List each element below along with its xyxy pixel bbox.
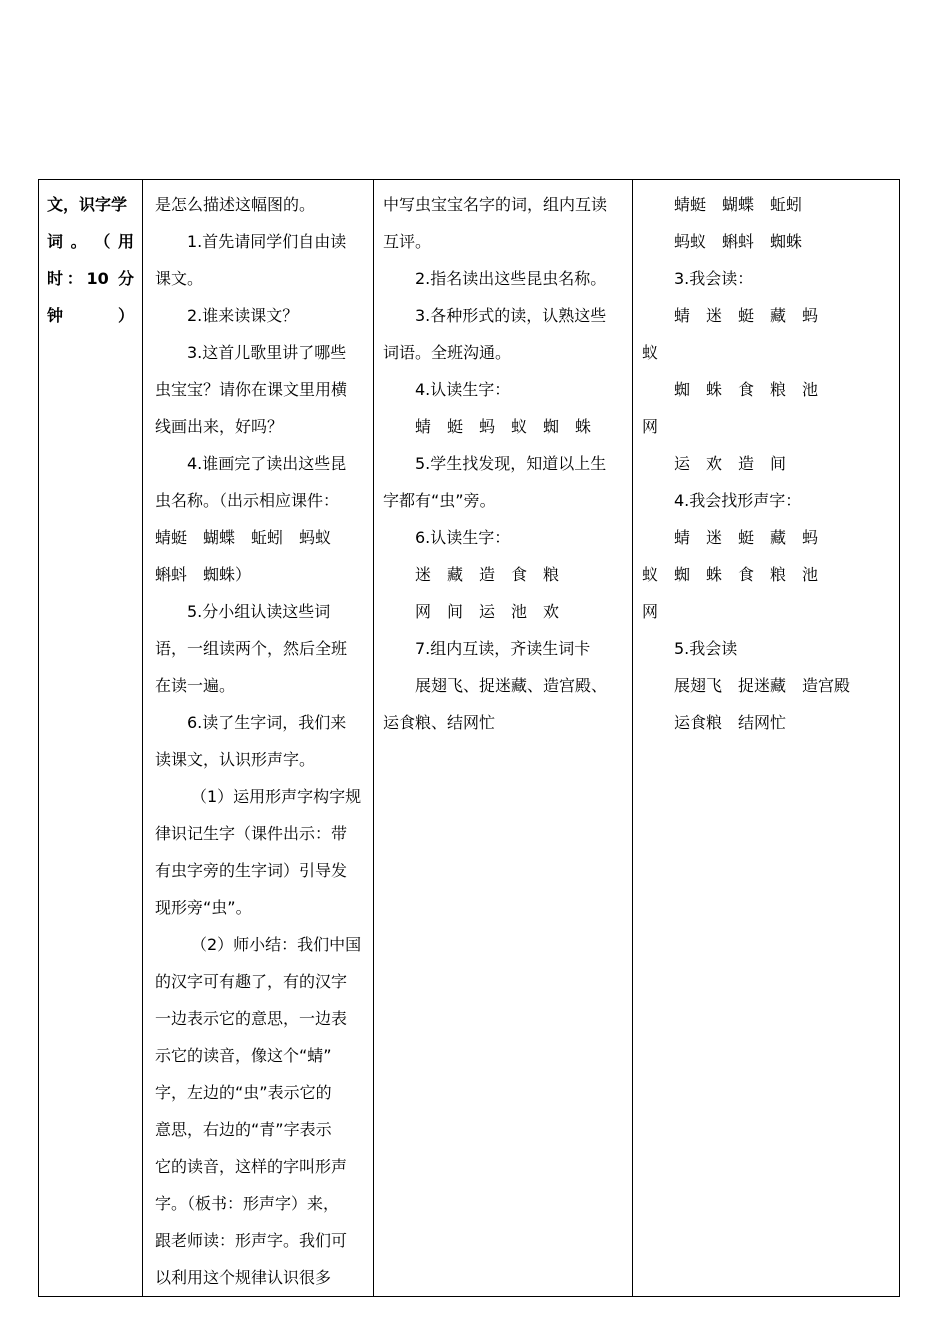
teacher-line: 课文。 xyxy=(155,269,204,288)
teacher-line: 在读一遍。 xyxy=(155,676,236,695)
student-activity-cell xyxy=(374,180,633,1297)
student-line: 7.组内互读，齐读生词卡 xyxy=(415,639,591,658)
student-line: 3.各种形式的读，认熟这些 xyxy=(415,306,607,325)
student-line: 6.认读生字： xyxy=(415,528,511,547)
board-line: 4.我会找形声字： xyxy=(674,491,802,510)
teacher-line: 语，一组读两个，然后全班 xyxy=(155,639,348,658)
teacher-line: 的汉字可有趣了，有的汉字 xyxy=(155,972,348,991)
teacher-line: 示它的读音，像这个“蜻” xyxy=(155,1046,332,1065)
teacher-line: 律识记生字（课件出示：带 xyxy=(155,824,348,843)
student-line: 展翅飞、捉迷藏、造宫殿、 xyxy=(415,676,608,695)
board-line: 3.我会读： xyxy=(674,269,754,288)
board-design-cell xyxy=(633,180,900,1297)
teacher-line: 以利用这个规律认识很多 xyxy=(155,1268,332,1287)
board-line: 蜻 迷 蜓 藏 蚂 xyxy=(674,528,819,547)
student-line: 迷 藏 造 食 粮 xyxy=(415,565,560,584)
board-line: 蜻蜓 蝴蝶 蚯蚓 xyxy=(674,195,803,214)
board-line: 蜻 迷 蜓 藏 蚂 xyxy=(674,306,819,325)
board-line: 运 欢 造 间 xyxy=(674,454,787,473)
teacher-line: 线画出来，好吗？ xyxy=(155,417,284,436)
student-line: 5.学生找发现，知道以上生 xyxy=(415,454,607,473)
stage-line-1: 文，识字学 xyxy=(47,195,128,214)
teacher-line: 跟老师读：形声字。我们可 xyxy=(155,1231,348,1250)
stage-cell xyxy=(39,180,143,1297)
stage-line-2: 词 。 （ 用 xyxy=(47,232,134,251)
stage-line-3: 时：10 分 xyxy=(47,269,134,288)
board-line: 蚂蚁 蝌蚪 蜘蛛 xyxy=(674,232,803,251)
board-line: 蚁 xyxy=(642,343,659,362)
teacher-line: 3.这首儿歌里讲了哪些 xyxy=(187,343,347,362)
student-line: 蜻 蜓 蚂 蚁 蜘 蛛 xyxy=(415,417,592,436)
teacher-line: 读课文，认识形声字。 xyxy=(155,750,316,769)
teacher-line: 是怎么描述这幅图的。 xyxy=(155,195,316,214)
teacher-line: 1.首先请同学们自由读 xyxy=(187,232,347,251)
teacher-line: 意思，右边的“青”字表示 xyxy=(155,1120,332,1139)
student-line: 词语。全班沟通。 xyxy=(383,343,512,362)
student-line: 4.认读生字： xyxy=(415,380,511,399)
teacher-line: 6.读了生字词，我们来 xyxy=(187,713,347,732)
teacher-line: 蜻蜓 蝴蝶 蚯蚓 蚂蚁 xyxy=(155,528,332,547)
board-line: 网 xyxy=(642,602,659,621)
student-line: 运食粮、结网忙 xyxy=(383,713,496,732)
teacher-line: 5.分小组认读这些词 xyxy=(187,602,331,621)
board-line: 蚁 蜘 蛛 食 粮 池 xyxy=(642,565,819,584)
teacher-line: 虫宝宝？请你在课文里用横 xyxy=(155,380,348,399)
teacher-line: 它的读音，这样的字叫形声 xyxy=(155,1157,348,1176)
student-line: 字都有“虫”旁。 xyxy=(383,491,496,510)
stage-line-4: 钟） xyxy=(47,306,134,325)
student-line: 互评。 xyxy=(383,232,432,251)
board-line: 运食粮 结网忙 xyxy=(674,713,787,732)
student-line: 网 间 运 池 欢 xyxy=(415,602,560,621)
board-line: 5.我会读 xyxy=(674,639,738,658)
teacher-line: 现形旁“虫”。 xyxy=(155,898,252,917)
board-line: 网 xyxy=(642,417,659,436)
student-line: 中写虫宝宝名字的词，组内互读 xyxy=(383,195,608,214)
teacher-line: 字。（板书：形声字）来， xyxy=(155,1194,340,1213)
teacher-line: （2）师小结：我们中国 xyxy=(191,935,362,954)
teacher-line: 有虫字旁的生字词）引导发 xyxy=(155,861,348,880)
teacher-line: 虫名称。（出示相应课件： xyxy=(155,491,340,510)
teacher-activity-cell xyxy=(143,180,374,1297)
teacher-line: 2.谁来读课文？ xyxy=(187,306,299,325)
board-line: 蜘 蛛 食 粮 池 xyxy=(674,380,819,399)
teacher-line: （1）运用形声字构字规 xyxy=(191,787,362,806)
student-line: 2.指名读出这些昆虫名称。 xyxy=(415,269,607,288)
table-row xyxy=(39,180,900,1297)
board-line: 展翅飞 捉迷藏 造宫殿 xyxy=(674,676,851,695)
lesson-plan-table xyxy=(38,179,900,1297)
teacher-line: 一边表示它的意思，一边表 xyxy=(155,1009,348,1028)
teacher-line: 4.谁画完了读出这些昆 xyxy=(187,454,347,473)
teacher-line: 字，左边的“虫”表示它的 xyxy=(155,1083,332,1102)
teacher-line: 蝌蚪 蜘蛛） xyxy=(155,565,252,584)
